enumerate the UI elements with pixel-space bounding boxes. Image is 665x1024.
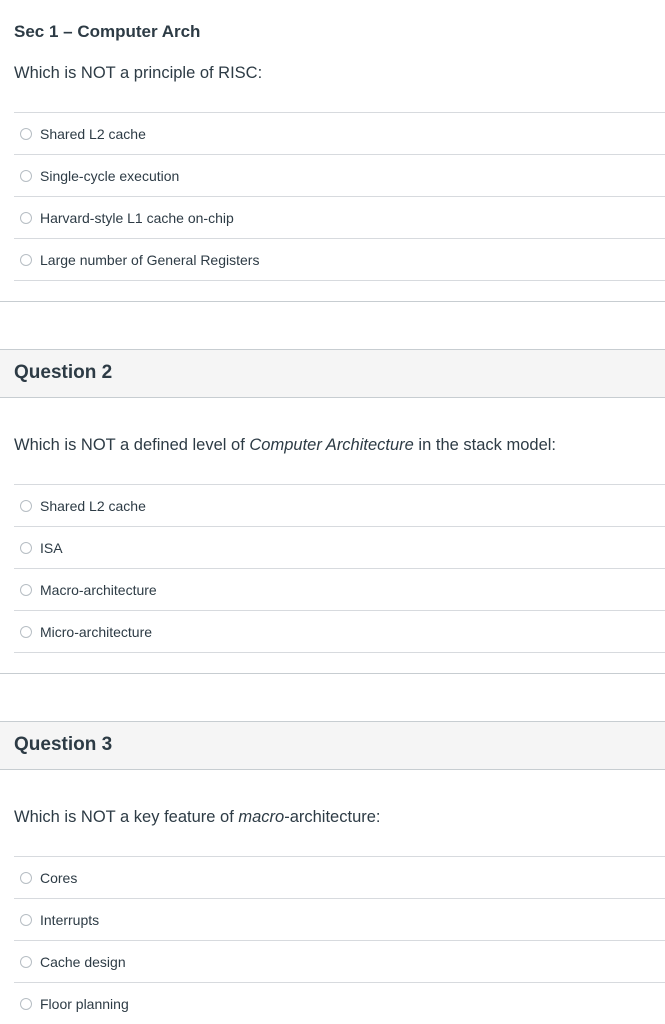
answer-option[interactable]	[14, 485, 665, 527]
answer-label: Harvard-style L1 cache on-chip	[40, 209, 234, 226]
answer-option[interactable]	[14, 569, 665, 611]
radio-button[interactable]	[20, 956, 32, 968]
answer-label: Cores	[40, 869, 78, 886]
answer-option[interactable]	[14, 941, 665, 983]
prompt-text: Which is NOT a defined level of	[14, 436, 250, 454]
answer-option[interactable]	[14, 857, 665, 899]
question-1-prompt: Which is NOT a principle of RISC:	[14, 64, 263, 82]
radio-button[interactable]	[20, 584, 32, 596]
prompt-text: in the stack model:	[413, 436, 556, 454]
question-divider	[0, 673, 665, 674]
answer-label: ISA	[40, 539, 63, 556]
prompt-text: -architecture:	[284, 808, 381, 826]
radio-button[interactable]	[20, 542, 32, 554]
question-1-answers	[14, 112, 665, 281]
question-2-title: Question 2	[14, 362, 113, 383]
radio-button[interactable]	[20, 128, 32, 140]
question-3-answers	[14, 856, 665, 1024]
answer-option[interactable]	[14, 983, 665, 1024]
prompt-emphasis: macro	[238, 808, 285, 826]
answer-label: Single-cycle execution	[40, 167, 180, 184]
answer-label: Micro-architecture	[40, 623, 153, 640]
question-2-prompt	[14, 436, 556, 455]
answer-label: Cache design	[40, 953, 126, 970]
answer-label: Macro-architecture	[40, 581, 157, 598]
answer-option[interactable]	[14, 611, 665, 653]
question-divider	[0, 301, 665, 302]
prompt-text: Which is NOT a key feature of	[14, 808, 239, 826]
answer-option[interactable]	[14, 527, 665, 569]
question-3-title: Question 3	[14, 734, 113, 755]
radio-button[interactable]	[20, 914, 32, 926]
answer-option[interactable]	[14, 113, 665, 155]
radio-button[interactable]	[20, 872, 32, 884]
question-3-prompt	[14, 808, 381, 827]
answer-label: Shared L2 cache	[40, 497, 146, 514]
answer-label: Interrupts	[40, 911, 100, 928]
radio-button[interactable]	[20, 626, 32, 638]
question-3-header	[0, 721, 665, 770]
radio-button[interactable]	[20, 998, 32, 1010]
radio-button[interactable]	[20, 500, 32, 512]
answer-option[interactable]	[14, 155, 665, 197]
section-title: Sec 1 – Computer Arch	[14, 22, 201, 41]
answer-option[interactable]	[14, 239, 665, 281]
prompt-emphasis: Computer Architecture	[249, 436, 414, 454]
question-2-header	[0, 349, 665, 398]
radio-button[interactable]	[20, 170, 32, 182]
question-2-answers	[14, 484, 665, 653]
answer-option[interactable]	[14, 197, 665, 239]
answer-label: Floor planning	[40, 995, 129, 1012]
answer-label: Shared L2 cache	[40, 125, 146, 142]
radio-button[interactable]	[20, 212, 32, 224]
answer-option[interactable]	[14, 899, 665, 941]
answer-label: Large number of General Registers	[40, 251, 260, 268]
radio-button[interactable]	[20, 254, 32, 266]
